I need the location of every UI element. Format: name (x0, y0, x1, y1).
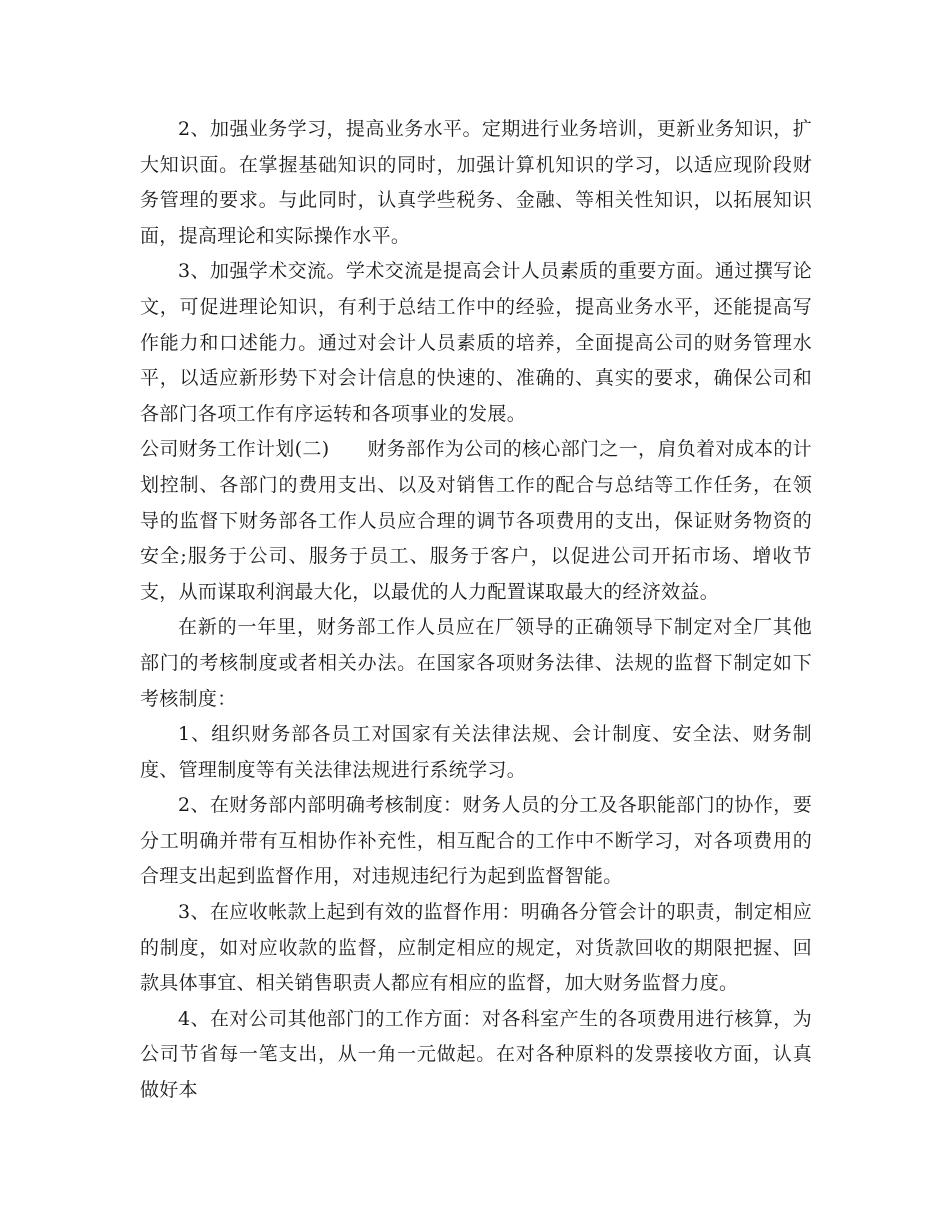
paragraph-study: 2、加强业务学习，提高业务水平。定期进行业务培训，更新业务知识，扩大知识面。在掌握基础知识的同时，加强计算机知识的学习，以适应现阶段财务管理的要求。与此同时，认真学些税务、金融、等相关性知识，以拓展知识面，提高理论和实际操作水平。 (140, 118, 812, 247)
document-page (140, 112, 812, 1109)
section-intro-text: 财务部作为公司的核心部门之一，肩负着对成本的计划控制、各部门的费用支出、以及对销售工作的配合与总结等工作任务，在领导的监督下财务部各工作人员应合理的调节各项费用的支出，保证财务物资的安全;服务于公司、服务于员工、服务于客户，以促进公司开拓市场、增收节支，从而谋取利润最大化，以最优的人力配置谋取最大的经济效益。 (140, 438, 812, 603)
paragraph-item-4: 4、在对公司其他部门的工作方面：对各科室产生的各项费用进行核算，为公司节省每一笔支出，从一角一元做起。在对各种原料的发票接收方面，认真做好本 (140, 1007, 812, 1102)
section-heading: 公司财务工作计划(二) (140, 438, 330, 461)
paragraph-academic-exchange: 3、加强学术交流。学术交流是提高会计人员素质的重要方面。通过撰写论文，可促进理论知识，有利于总结工作中的经验，提高业务水平，还能提高写作能力和口述能力。通过对会计人员素质的培养，全面提高公司的财务管理水平，以适应新形势下对会计信息的快速的、准确的、真实的要求，确保公司和各部门各项工作有序运转和各项事业的发展。 (140, 260, 812, 425)
paragraph-item-2: 2、在财务部内部明确考核制度：财务人员的分工及各职能部门的协作，要分工明确并带有互相协作补充性，相互配合的工作中不断学习，对各项费用的合理支出起到监督作用，对违规违纪行为起到监督智能。 (140, 794, 812, 888)
section-paragraph (140, 432, 812, 610)
paragraph-item-1: 1、组织财务部各员工对国家有关法律法规、会计制度、安全法、财务制度、管理制度等有关法律法规进行系统学习。 (140, 723, 812, 781)
paragraph-item-3: 3、在应收帐款上起到有效的监督作用：明确各分管会计的职责，制定相应的制度，如对应收款的监督，应制定相应的规定，对货款回收的期限把握、回款具体事宜、相关销售职责人都应有相应的监督，加大财务监督力度。 (140, 901, 812, 995)
paragraph-new-year: 在新的一年里，财务部工作人员应在厂领导的正确领导下制定对全厂其他部门的考核制度或者相关办法。在国家各项财务法律、法规的监督下制定如下考核制度： (140, 616, 812, 710)
